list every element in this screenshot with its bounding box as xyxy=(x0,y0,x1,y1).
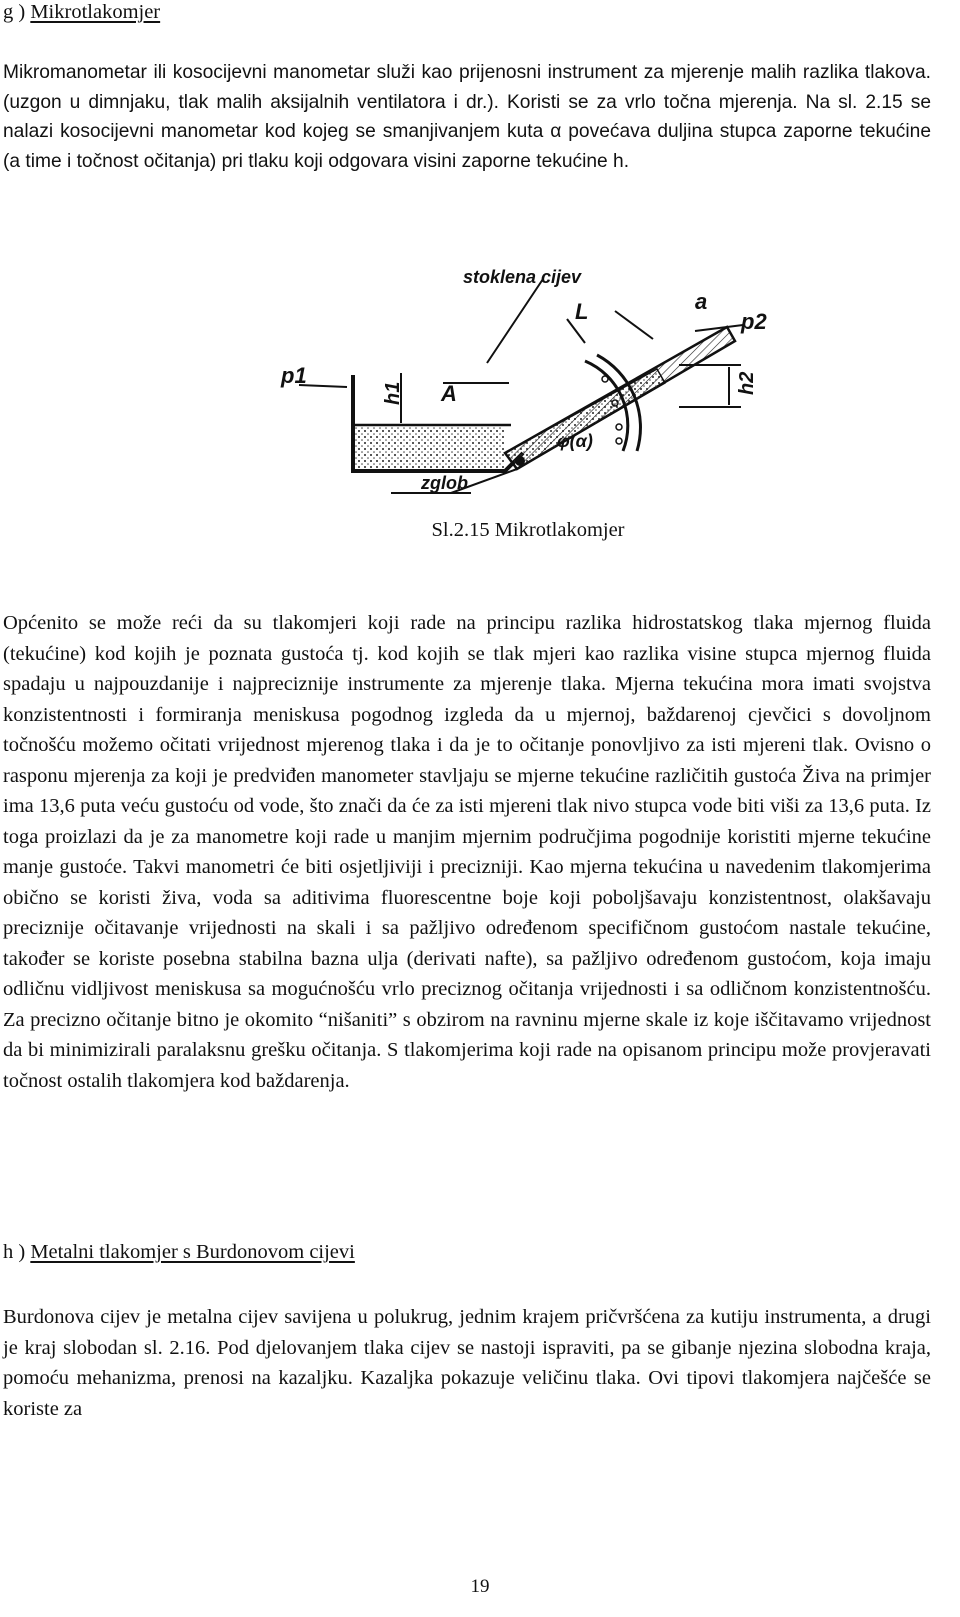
label-p1: p1 xyxy=(281,363,307,388)
paragraph-general: Općenito se može reći da su tlakomjeri koji rade na principu razlika hidrostatskog tlaka mjernog fluida (tekućine) kod kojih je poznata gustoća tj. kod kojih se tlak mjeri kao razlika visine stupca mjernog fluida spadaju u najpouzdanije i najpreciznije instrumente za mjerenje tlaka. Mjerna tekućina mora imati svojstva konzistentnosti i formiranja meniskusa pogodnog izgleda da u mjernoj, baždarenoj cjevčici s dovoljnom točnošću možemo očitati vrijednost mjerenog tlaka i da je to očitanje ponovljivo za isti mjereni tlak. Ovisno o rasponu mjerenja za koji je predviđen manometer stavljaju se mjerne tekućine različitih gustoća Živa na primjer ima 13,6 puta veću gustoću od vode, što znači da će za isti mjereni tlak nivo stupca vode biti viši za 13,6 puta. Iz toga proizlazi da je za manometre koji rade u manjim mjernim područjima pogodnije koristiti mjerne tekućine manje gustoće. Takvi manometri će biti osjetljiviji i precizniji. Kao mjerna tekućina u navedenim tlakomjerima obično se koristi živa, voda sa aditivima fluorescentne boje koji poboljšavaju konzistentnost, olakšavaju preciznije očitavanje vrijednosti na skali i sa pažljivo određenom specifičnom gustoćom nastale tekućine, također se koriste posebna stabilna bazna ulja (derivati nafte), sa pažljivo određenom gustoćom, koja imaju odličnu vidljivost meniskusa sa mogućnošću vrlo preciznog očitanja vrijednosti i sa odličnom konzistentnošću. Za precizno očitanje bitno je okomito “nišaniti” s obzirom na ravninu mjerne skale iz koje iščitavamo vrijednost da bi minimizirali paralaksnu grešku očitanja. S tlakomjerima koji rade na opisanom principu može provjeravati točnost ostalih tlakomjera kod baždarenja. xyxy=(3,612,931,1092)
figure-caption-text: Sl.2.15 Mikrotlakomjer xyxy=(431,519,625,541)
section-g-title: Mikrotlakomjer xyxy=(30,1,161,23)
page-number: 19 xyxy=(470,1576,490,1597)
section-h-heading xyxy=(3,1240,355,1264)
label-phi-alpha: φ(α) xyxy=(557,431,593,451)
label-a: a xyxy=(695,289,708,314)
label-hinge: zglob xyxy=(421,473,468,493)
inclined-glass-tube xyxy=(505,327,735,469)
label-h1: h1 xyxy=(382,381,404,405)
section-g-heading xyxy=(3,0,160,24)
label-L: L xyxy=(575,299,589,324)
label-h2: h2 xyxy=(736,371,758,395)
hinge-pivot xyxy=(515,456,525,466)
paragraph-intro: Mikromanometar ili kosocijevni manometar služi kao prijenosni instrument za mjerenje malih razlika tlakova. (uzgon u dimnjaku, tlak malih aksijalnih ventilatora i dr.). Koristi se za vrlo točna mjerenja. Na sl. 2.15 se nalazi kosocijevni manometar kod kojeg se smanjivanjem kuta α povećava duljina stupca zaporne tekućine (a time i točnost očitanja) pri tlaku koji odgovara visini zaporne tekućine h. xyxy=(3,62,931,172)
section-h-prefix: h ) xyxy=(3,1241,31,1263)
figure-caption xyxy=(0,518,960,542)
section-h-title: Metalni tlakomjer s Burdonovom cijevi xyxy=(30,1241,355,1263)
section-g-prefix: g ) xyxy=(3,1,31,23)
micromanometer-figure xyxy=(255,255,800,517)
paragraph-burdon: Burdonova cijev je metalna cijev savijena u polukrug, jednim krajem pričvršćena za kutiju instrumenta, a drugi je kraj slobodan sl. 2.16. Pod djelovanjem tlaka cijev se nastoji ispraviti, pa se gibanje njezina slobodna kraja, pomoću mehanizma, prenosi na kazaljku. Kazaljka pokazuje veličinu tlaka. Ovi tipovi tlakomjera najčešće se koriste za xyxy=(3,1306,931,1420)
label-p2: p2 xyxy=(741,309,767,334)
reservoir-vessel xyxy=(353,375,523,471)
label-glass-tube: stoklena cijev xyxy=(463,267,582,287)
label-A: A xyxy=(441,381,457,406)
